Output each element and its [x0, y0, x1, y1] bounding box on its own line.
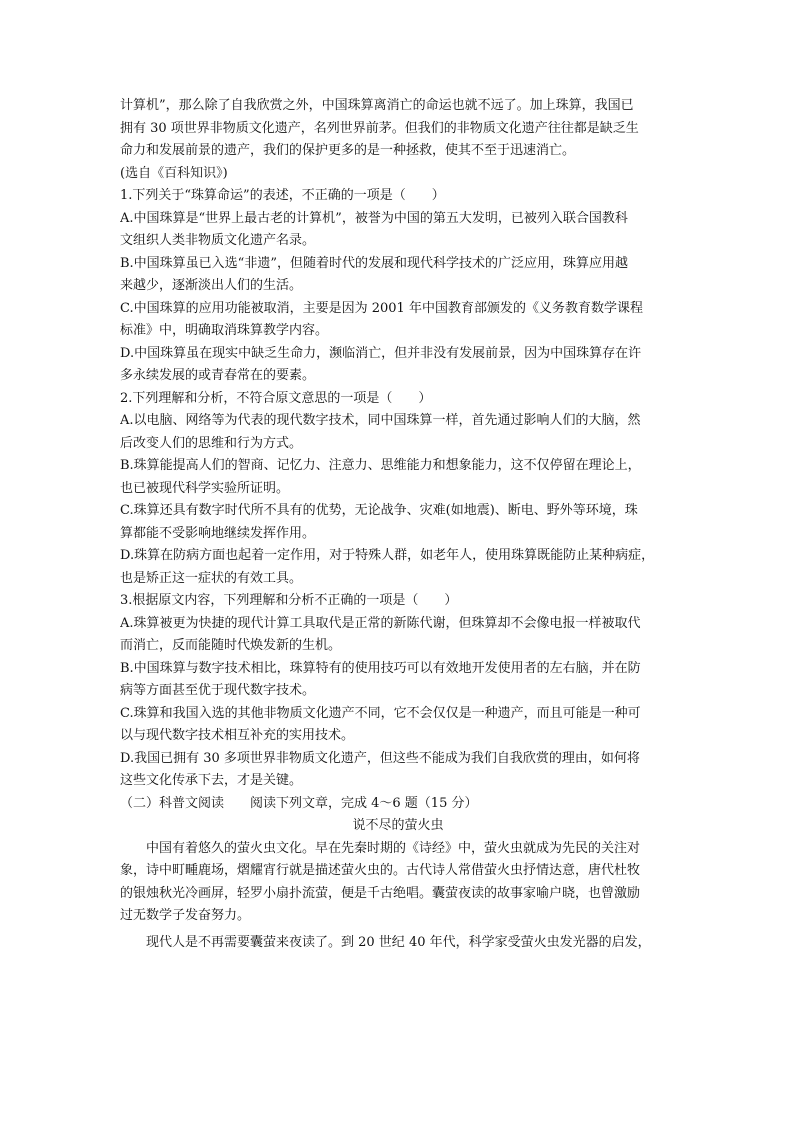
option-2a: A.以电脑、网络等为代表的现代数字技术，同中国珠算一样，首先通过影响人们的大脑，然 [120, 413, 641, 428]
question-2: 2.下列理解和分析，不符合原文意思的一项是（ ） [120, 390, 432, 406]
document-body [120, 95, 676, 954]
question-1: 1.下列关于“珠算命运”的表述，不正确的一项是（ ） [120, 188, 445, 203]
option-2b: B.珠算能提高人们的智商、记忆力、注意力、思维能力和想象能力，这不仅停留在理论上， [120, 458, 641, 473]
text-line: 拥有 30 项世界非物质文化遗产，名列世界前茅。但我们的非物质文化遗产往往都是缺乏生 [120, 120, 639, 136]
article-title: 说不尽的萤火虫 [352, 818, 444, 833]
text-line: 这些文化传承下去，才是关键。 [120, 773, 303, 788]
text-line: 文组织人类非物质文化遗产名录。 [120, 233, 316, 248]
option-1d: D.中国珠算虽在现实中缺乏生命力，濒临消亡，但并非没有发展前景，因为中国珠算存在许 [120, 345, 642, 361]
text-line: 后改变人们的思维和行为方式。 [120, 435, 303, 451]
option-1b: B.中国珠算虽已入选“非遗”，但随着时代的发展和现代科学技术的广泛应用，珠算应用越 [120, 255, 628, 271]
text-line: 病等方面甚至优于现代数字技术。 [120, 683, 316, 698]
text-line: 也是矫正这一症状的有效工具。 [120, 570, 303, 586]
text-line: 标准》中，明确取消珠算教学内容。 [120, 323, 329, 338]
paragraph-line: 象，诗中町畽鹿场，熠耀宵行就是描述萤火虫的。古代诗人常借萤火虫抒情达意，唐代杜牧 [120, 863, 641, 878]
option-1a: A.中国珠算是“世界上最古老的计算机”，被誉为中国的第五大发明，已被列入联合国教科 [120, 210, 628, 226]
text-line: 多永续发展的或青春常在的要素。 [120, 368, 316, 383]
option-2c: C.珠算还具有数字时代所不具有的优势，无论战争、灾难(如地震)、断电、野外等环境，珠 [120, 503, 638, 518]
text-line: 以与现代数字技术相互补充的实用技术。 [120, 728, 355, 743]
option-3d: D.我国已拥有 30 多项世界非物质文化遗产，但这些不能成为我们自我欣赏的理由，如何将 [120, 750, 640, 766]
text-line: 算都能不受影响地继续发挥作用。 [120, 525, 316, 541]
text-line: 来越少，逐渐淡出人们的生活。 [120, 278, 303, 293]
paragraph-line: 中国有着悠久的萤火虫文化。早在先秦时期的《诗经》中，萤火虫就成为先民的关注对 [146, 840, 641, 856]
paragraph-line: 现代人是不再需要囊萤来夜读了。到 20 世纪 40 年代，科学家受萤火虫发光器的启发， [146, 934, 651, 950]
paragraph-line: 的银烛秋光冷画屏，轻罗小扇扑流萤，便是千古绝唱。囊萤夜读的故事家喻户晓，也曾激励 [120, 885, 641, 901]
question-3: 3.根据原文内容，下列理解和分析不正确的一项是（ ） [120, 593, 458, 608]
option-3a: A.珠算被更为快捷的现代计算工具取代是正常的新陈代谢，但珠算却不会像电报一样被取代 [120, 615, 641, 631]
option-2d: D.珠算在防病方面也起着一定作用，对于特殊人群，如老年人，使用珠算既能防止某种病症， [120, 548, 655, 563]
option-1c: C.中国珠算的应用功能被取消，主要是因为 2001 年中国教育部颁发的《义务教育数学课程 [120, 300, 643, 316]
option-3b: B.中国珠算与数字技术相比，珠算特有的使用技巧可以有效地开发使用者的左右脑，并在防 [120, 660, 641, 676]
text-line: 也已被现代科学实验所证明。 [120, 480, 290, 496]
paragraph-line: 过无数学子发奋努力。 [120, 908, 251, 923]
text-line: 而消亡，反而能随时代焕发新的生机。 [120, 638, 342, 653]
option-3c: C.珠算和我国入选的其他非物质文化遗产不同，它不会仅仅是一种遗产，而且可能是一种可 [120, 705, 641, 721]
text-line: 命力和发展前景的遗产，我们的保护更多的是一种拯救，使其不至于迅速消亡。 [120, 143, 576, 158]
text-line: 计算机”，那么除了自我欣赏之外，中国珠算离消亡的命运也就不远了。加上珠算，我国已 [120, 98, 634, 113]
section-heading: （二）科普文阅读 阅读下列文章，完成 4～6 题（15 分） [120, 795, 478, 811]
source-citation: (选自《百科知识》) [120, 165, 228, 181]
